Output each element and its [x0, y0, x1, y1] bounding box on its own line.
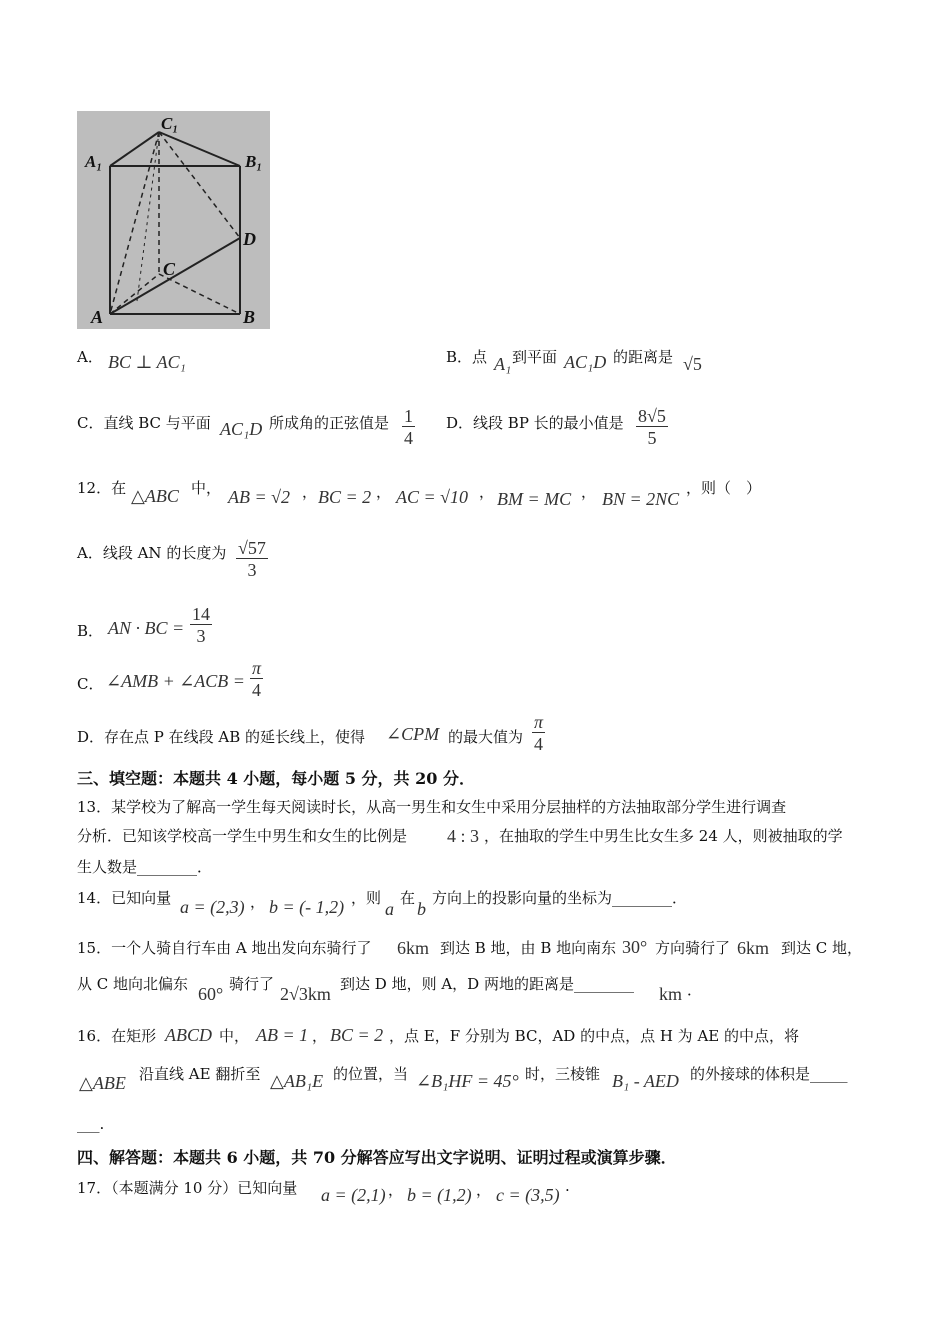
q15-angle1: 30° — [622, 937, 648, 957]
numerator: 8√5 — [638, 406, 666, 426]
q12-cond-bm: BM = MC — [497, 489, 572, 509]
q11-c-plane: AC₁D — [220, 419, 263, 439]
q11-c-fraction — [402, 406, 415, 449]
label-a: A — [91, 307, 104, 327]
comma: ， — [312, 1027, 328, 1045]
q15-text3: 方向骑行了 — [655, 939, 731, 957]
q15-text6: 骑行了 — [229, 975, 275, 993]
label-c: C — [163, 259, 176, 279]
q15-text4: 到达 C 地， — [781, 939, 863, 957]
q12-cond-ab: AB = √2 — [228, 487, 291, 507]
q17-vector-c: c = (3,5) — [496, 1185, 560, 1205]
q11-option-d: D．线段 BP 长的最小值是 — [446, 414, 624, 432]
q12-cond-bn: BN = 2NC — [602, 489, 680, 509]
q16-text1: 16．在矩形 — [77, 1027, 157, 1045]
q15-dist1: 6km — [397, 938, 430, 958]
q12-triangle: △ABC — [131, 486, 179, 506]
q12-option-d: D．存在点 P 在线段 AB 的延长线上，使得 — [77, 728, 366, 746]
q15-end: ． — [687, 981, 703, 999]
q11-c-text: 所成角的正弦值是 — [269, 414, 390, 432]
q16-tri1: △ABE — [79, 1073, 126, 1093]
q15-text2: 到达 B 地，由 B 地向南东 — [440, 939, 617, 957]
prism-diagram — [77, 111, 270, 329]
q12-cond-ac: AC = √10 — [396, 487, 469, 507]
q16-ab: AB = 1 — [256, 1025, 309, 1045]
q11-b-text1: 到平面 — [512, 348, 558, 366]
q16-bc: BC = 2 — [330, 1025, 384, 1045]
q11-b-plane: AC₁D — [564, 352, 607, 372]
q16-text8: ___. — [77, 1115, 105, 1133]
q13-ratio: 4 : 3 — [447, 826, 480, 846]
numerator: π — [534, 712, 544, 732]
q12-c-fraction — [250, 658, 263, 701]
label-d: D — [243, 229, 256, 249]
q16-tri2: △AB₁E — [270, 1071, 324, 1091]
q16-text2: 中， — [219, 1027, 250, 1045]
denominator: 3 — [190, 624, 212, 647]
q13-line2a: 分析．已知该学校高一学生中男生和女生的比例是 — [77, 827, 408, 845]
q12-d-text: 的最大值为 — [448, 728, 524, 746]
section-heading-fill-in: 三、填空题：本题共 4 小题，每小题 5 分，共 20 分． — [77, 769, 475, 788]
q12-option-b: B． — [77, 622, 104, 640]
q12-c-math: ∠AMB + ∠ACB = — [106, 671, 245, 691]
denominator: 4 — [250, 678, 263, 701]
q12-option-c: C． — [77, 675, 104, 693]
q16-pyramid: B₁ - AED — [612, 1071, 679, 1091]
label-a1: A₁ — [85, 152, 103, 171]
label-b: B — [243, 307, 256, 327]
denominator: 5 — [636, 426, 668, 449]
q15-text1: 15．一个人骑自行车由 A 地出发向东骑行了 — [77, 939, 372, 957]
q13-line2b: ，在抽取的学生中男生比女生多 24 人，则被抽取的学 — [484, 827, 843, 845]
q12-d-fraction — [532, 712, 545, 755]
q16-angle: ∠B₁HF = 45° — [416, 1071, 519, 1091]
denominator: 3 — [236, 558, 268, 581]
q13-line1: 13．某学校为了解高一学生每天阅读时长，从高一男生和女生中采用分层抽样的方法抽取部分学生进行调查 — [77, 798, 787, 816]
comma: ， — [388, 1181, 404, 1199]
q12-ze: ，则（ ） — [686, 479, 762, 497]
q11-option-c: C．直线 BC 与平面 — [77, 414, 211, 432]
q16-text6: 时，三棱锥 — [525, 1065, 601, 1083]
q15-text7: 到达 D 地，则 A，D 两地的距离是________ — [340, 975, 634, 993]
q12-b-fraction — [190, 604, 212, 647]
q15-dist2: 6km — [737, 938, 770, 958]
numerator: 14 — [192, 604, 210, 624]
q12-stem: 12．在 — [77, 479, 127, 497]
q14-var-a: a — [385, 899, 394, 919]
q17-vector-b: b = (1,2) — [407, 1185, 472, 1205]
q14-vector-a: a = (2,3) — [180, 897, 245, 917]
comma: ， — [250, 893, 266, 911]
q11-d-fraction — [636, 406, 668, 449]
prism-figure — [77, 111, 270, 329]
q15-text5: 从 C 地向北偏东 — [77, 975, 189, 993]
q13-line3: 生人数是________． — [77, 858, 213, 876]
numerator: √57 — [238, 538, 266, 558]
q16-text4: 沿直线 AE 翻折至 — [139, 1065, 261, 1083]
comma: ， — [302, 483, 318, 501]
q14-text2: ，则 — [351, 889, 382, 907]
option-label: B．点 — [446, 348, 488, 366]
q12-b-math: AN · BC = — [108, 618, 185, 638]
q12-d-math: ∠CPM — [386, 724, 440, 744]
q11-b-value: √5 — [683, 354, 702, 374]
q14-var-b: b — [417, 899, 426, 919]
option-label: A． — [77, 348, 103, 366]
q14-text1: 14．已知向量 — [77, 889, 172, 907]
denominator: 4 — [404, 428, 413, 448]
q11-b-text2: 的距离是 — [613, 348, 674, 366]
denominator: 4 — [532, 732, 545, 755]
comma: ， — [476, 1181, 492, 1199]
comma: ， — [581, 483, 597, 501]
q15-angle2: 60° — [198, 984, 224, 1004]
q16-text5: 的位置，当 — [333, 1065, 409, 1083]
comma: ， — [376, 483, 392, 501]
q16-text3: ，点 E，F 分别为 BC，AD 的中点，点 H 为 AE 的中点，将 — [389, 1027, 800, 1045]
q11-b-point: A₁ — [494, 354, 512, 374]
q14-text4: 方向上的投影向量的坐标为________． — [432, 889, 688, 907]
q17-vector-a: a = (2,1) — [321, 1185, 386, 1205]
q12-option-a: A．线段 AN 的长度为 — [77, 544, 227, 562]
q15-unit: km — [659, 984, 683, 1004]
q16-rect: ABCD — [165, 1025, 212, 1045]
q11-option-b — [446, 346, 487, 367]
numerator: π — [252, 658, 262, 678]
q12-zhong: 中， — [191, 479, 222, 497]
numerator: 1 — [404, 406, 413, 426]
q11-a-math: BC ⊥ AC₁ — [108, 352, 186, 372]
q15-dist3: 2√3km — [280, 984, 331, 1004]
q12-cond-bc: BC = 2 — [318, 487, 372, 507]
q14-text3: 在 — [400, 889, 416, 907]
section-heading-solutions: 四、解答题：本题共 6 小题，共 70 分解答应写出文字说明、证明过程或演算步骤． — [77, 1148, 677, 1167]
q11-option-a — [77, 346, 103, 367]
q17-end: . — [565, 1177, 570, 1195]
label-c1: C₁ — [161, 114, 179, 133]
label-b1: B₁ — [245, 152, 263, 171]
q14-vector-b: b = (- 1,2) — [269, 897, 345, 917]
q17-text1: 17．（本题满分 10 分）已知向量 — [77, 1179, 298, 1197]
q12-a-fraction — [236, 538, 268, 581]
q16-text7: 的外接球的体积是_____ — [690, 1065, 848, 1083]
comma: ， — [479, 483, 495, 501]
